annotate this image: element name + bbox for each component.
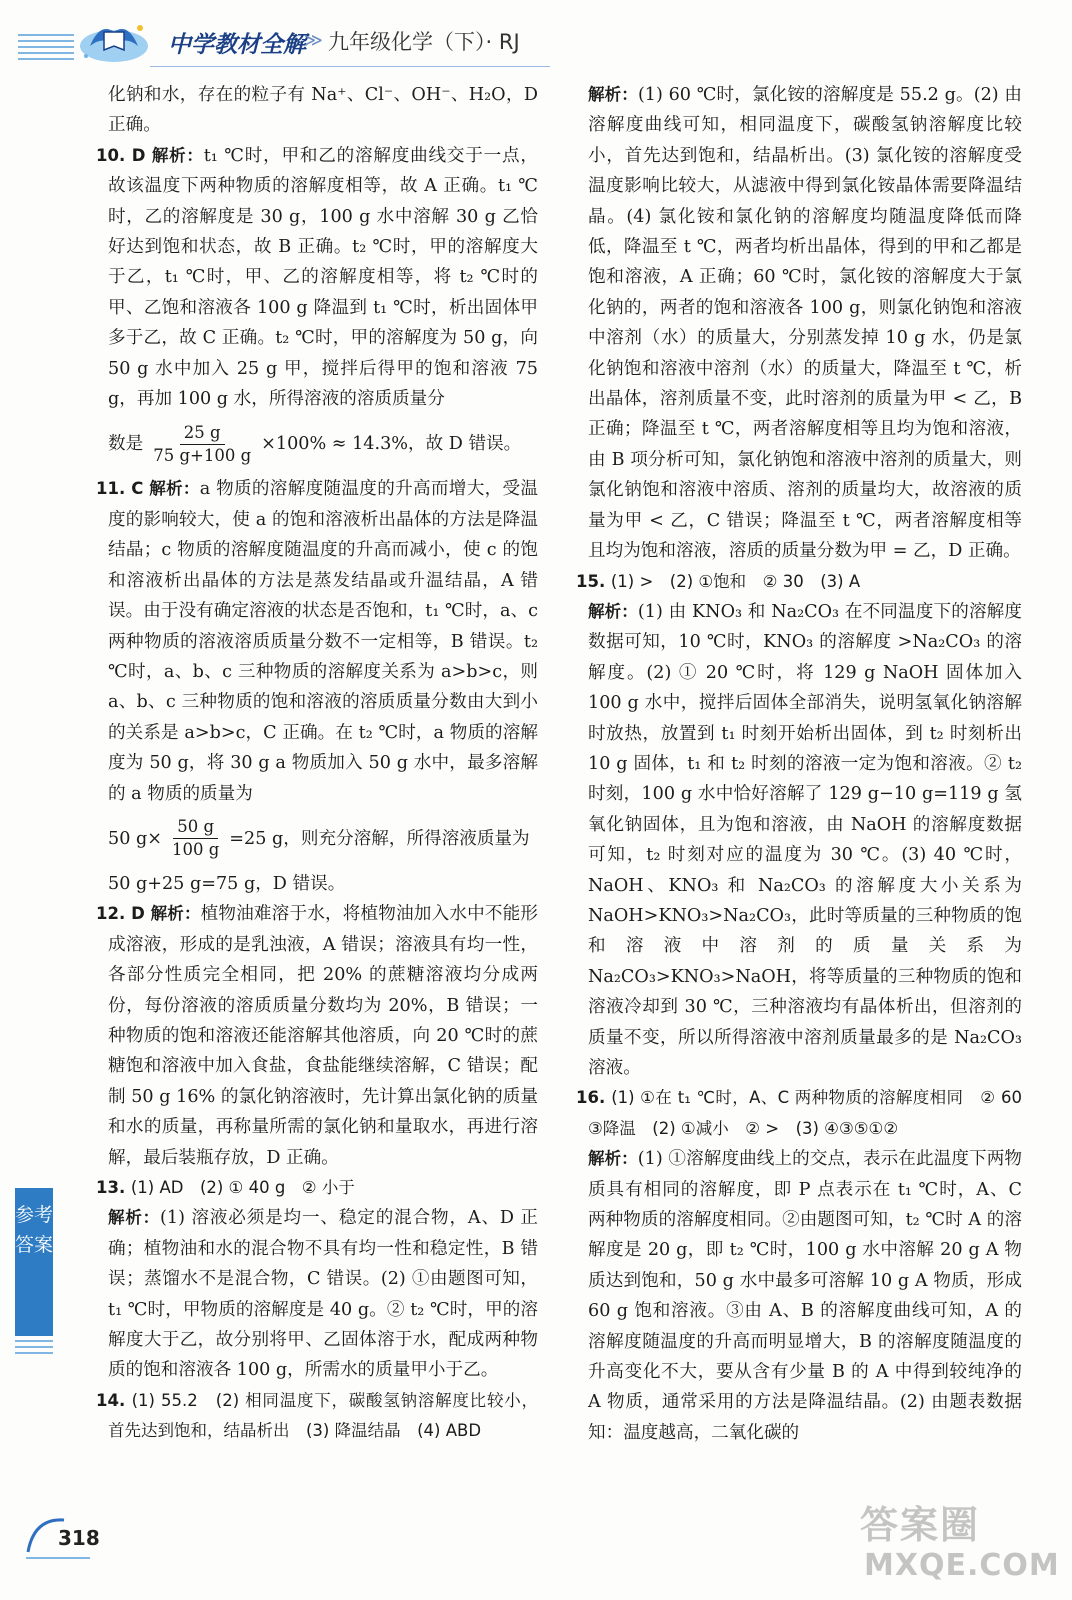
formula-10 bbox=[96, 414, 538, 474]
fraction-denominator: 100 g bbox=[171, 840, 220, 860]
watermark bbox=[852, 1494, 1062, 1594]
question-number: 16. bbox=[576, 1088, 606, 1108]
answer-12 bbox=[96, 899, 538, 1173]
answer-11 bbox=[96, 474, 538, 808]
page-number: 318 bbox=[58, 1526, 100, 1550]
question-number: 13. bbox=[96, 1178, 126, 1197]
header-stripes bbox=[18, 34, 74, 64]
analysis-text: (1) 60 ℃时，氯化铵的溶解度是 55.2 g。(2) 由溶解度曲线可知，相同温度下，碳酸氢钠溶解度比较小，首先达到饱和，结晶析出。(3) 氯化铵的溶解度受温度影响比较大，从滤液中得到氯化铵晶体需要降温结晶。(4) 氯化铵和氯化钠的溶解度均随温度降低而降低，降温至 t ℃，两者均析出晶体，得到的甲和乙都是饱和溶液，A 正确；60 ℃时，氯化铵的溶解度大于氯化钠的，两者的饱和溶液各 100 g，则氯化钠饱和溶液中溶剂（水）的质量大，分别蒸发掉 10 g 水，仍是氯化钠饱和溶液中溶剂（水）的质量大，降温至 t ℃，析出晶体，溶剂质量不变，此时溶剂的质量为甲 < 乙，B 正确；降温至 t ℃，两者溶解度相等且均为饱和溶液，由 B 项分析可知，氯化钠饱和溶液中溶剂的质量大，则氯化钠饱和溶液中溶质、溶剂的质量均大，故溶液的质量为甲 < 乙，C 错误；降温至 t ℃，两者溶解度相等且均为饱和溶液，溶质的质量分数为甲 = 乙，D 正确。 bbox=[588, 85, 1022, 562]
formula-suffix: ×100% ≈ 14.3%，故 D 错误。 bbox=[261, 434, 522, 455]
analysis-label: 解析： bbox=[150, 904, 201, 924]
fraction-denominator: 75 g+100 g bbox=[153, 445, 252, 465]
answer-key: (1) ①在 t₁ ℃时，A、C 两种物质的溶解度相同 ② 60 ③降温 (2) ①减小 ② > (3) ④③⑤①② bbox=[588, 1088, 1039, 1138]
analysis-label: 解析： bbox=[588, 85, 638, 104]
header-rule bbox=[150, 66, 550, 67]
formula-prefix: 50 g× bbox=[108, 828, 162, 849]
answer-13 bbox=[96, 1173, 538, 1203]
analysis-15 bbox=[576, 597, 1022, 1084]
side-tab-label: 参考答案 bbox=[15, 1204, 54, 1256]
question-number: 15. bbox=[576, 571, 606, 591]
question-number: 10. D bbox=[96, 145, 146, 165]
answer-key: (1) 55.2 (2) 相同温度下，碳酸氢钠溶解度比较小，首先达到饱和，结晶析出 (3) 降温结晶 (4) ABD bbox=[108, 1390, 538, 1441]
fraction bbox=[168, 816, 223, 861]
formula-11-end: 50 g+25 g=75 g，D 错误。 bbox=[108, 873, 346, 894]
analysis-label: 解析： bbox=[588, 1149, 638, 1169]
question-number: 14. bbox=[96, 1390, 126, 1410]
formula-suffix: =25 g，则充分溶解，所得溶液质量为 bbox=[229, 828, 530, 849]
analysis-text: (1) 由 KNO₃ 和 Na₂CO₃ 在不同温度下的溶解度数据可知，10 ℃时，KNO₃ 的溶解度 >Na₂CO₃ 的溶解度。(2) ① 20 ℃时，将 129 g NaOH 固体加入 100 g 水中，搅拌后固体全部消失，说明氢氧化钠溶解时放热，放置到 t₁ 时刻开始析出固体，到 t₂ 时刻析出 10 g 固体，t₁ 和 t₂ 时刻的溶液一定为饱和溶液。② t₂ 时刻，100 g 水中恰好溶解了 129 g−10 g=119 g 氢氧化钠固体，且为饱和溶液，由 NaOH 的溶解度数据可知，t₂ 时刻对应的温度为 30 ℃。(3) 40 ℃时，NaOH、KNO₃ 和 Na₂CO₃ 的溶解度大小关系为 NaOH>KNO₃>Na₂CO₃，此时等质量的三种物质的饱和溶液中溶剂的质量关系为 Na₂CO₃>KNO₃>NaOH，将等质量的三种物质的饱和溶液冷却到 30 ℃，三种溶液均有晶体析出，但溶剂的质量不变，所以所得溶液中溶剂质量最多的是 Na₂CO₃ 溶液。 bbox=[588, 601, 1023, 1078]
right-column bbox=[576, 80, 1039, 1448]
fraction-numerator: 50 g bbox=[173, 816, 218, 839]
watermark-text-bottom: MXQE.COM bbox=[864, 1548, 1060, 1583]
fraction-numerator: 25 g bbox=[180, 422, 225, 445]
analysis-text: a 物质的溶解度随温度的升高而增大，受温度的影响较大，使 a 的饱和溶液析出晶体的方法是降温结晶；c 物质的溶解度随温度的升高而减小，使 c 的饱和溶液析出晶体的方法是蒸发结晶或升温结晶，A 错误。由于没有确定溶液的状态是否饱和，t₁ ℃时，a、c 两种物质的溶液溶质质量分数不一定相等，B 错误。t₂ ℃时，a、b、c 三种物质的溶解度关系为 a>b>c，则 a、b、c 三种物质的饱和溶液的溶质质量分数由大到小的关系是 a>b>c，C 正确。在 t₂ ℃时，a 物质的溶解度为 50 g，将 30 g a 物质加入 50 g 水中，最多溶解的 a 物质的质量为 bbox=[108, 479, 538, 804]
left-column bbox=[96, 80, 538, 1447]
analysis-label: 解析： bbox=[151, 145, 204, 165]
page-header bbox=[0, 14, 1072, 74]
answer-15 bbox=[576, 567, 1022, 597]
question-number: 12. D bbox=[96, 904, 145, 924]
formula-11 bbox=[96, 809, 538, 869]
watermark-text-top: 答案圈 bbox=[860, 1503, 981, 1547]
answer-key: (1) AD (2) ① 40 g ② 小于 bbox=[130, 1178, 355, 1197]
answer-10 bbox=[96, 141, 538, 415]
title-separator-icon: ≫ bbox=[304, 30, 323, 51]
series-title: 中学教材全解 bbox=[168, 32, 306, 58]
analysis-text: t₁ ℃时，甲和乙的溶解度曲线交于一点，故该温度下两种物质的溶解度相等，故 A 正确。t₁ ℃时，乙的溶解度是 30 g，100 g 水中溶解 30 g 乙恰好达到饱和状态，故 B 正确。t₂ ℃时，甲的溶解度大于乙，t₁ ℃时，甲、乙的溶解度相等，将 t₂ ℃时的甲、乙饱和溶液各 100 g 降温到 t₁ ℃时，析出固体甲多于乙，故 C 正确。t₂ ℃时，甲的溶解度为 50 g，向 50 g 水中加入 25 g 甲，搅拌后得甲的饱和溶液 75 g，再加 100 g 水，所得溶液的溶质质量分 bbox=[108, 145, 539, 410]
analysis-13 bbox=[96, 1203, 538, 1385]
continued-paragraph: 化钠和水，存在的粒子有 Na⁺、Cl⁻、OH⁻、H₂O，D 正确。 bbox=[108, 85, 538, 136]
answer-16 bbox=[576, 1083, 1039, 1144]
analysis-label: 解析： bbox=[588, 601, 638, 621]
analysis-text: (1) ①溶解度曲线上的交点，表示在此温度下两物质具有相同的溶解度，即 P 点表示在 t₁ ℃时，A、C 两种物质的溶解度相同。②由题图可知，t₂ ℃时 A 的溶解度是 20 g，即 t₂ ℃时，100 g 水中溶解 20 g A 物质达到饱和，50 g 水中最多可溶解 10 g A 物质，形成 60 g 饱和溶液。③由 A、B 的溶解度曲线可知，A 的溶解度随温度的升高而明显增大，B 的溶解度随温度的升高变化不大，要从含有少量 B 的 A 中得到较纯净的 A 物质，通常采用的方法是降温结晶。(2) 由题表数据知：温度越高，二氧化碳的 bbox=[588, 1149, 1022, 1443]
answer-14 bbox=[96, 1386, 538, 1447]
formula-prefix: 数是 bbox=[108, 434, 144, 455]
fraction bbox=[149, 422, 255, 467]
side-tab bbox=[15, 1188, 53, 1336]
question-number: 11. C bbox=[96, 479, 144, 499]
answer-key: (1) > (2) ①饱和 ② 30 (3) A bbox=[610, 571, 861, 591]
analysis-text: (1) 溶液必须是均一、稳定的混合物，A、D 正确；植物油和水的混合物不具有均一性和稳定性，B 错误；蒸馏水不是混合物，C 错误。(2) ①由题图可知，t₁ ℃时，甲物质的溶解度是 40 g。② t₂ ℃时，甲的溶解度大于乙，故分别将甲、乙固体溶于水，配成两种物质的饱和溶液各 100 g，所需水的质量甲小于乙。 bbox=[108, 1208, 539, 1381]
analysis-label: 解析： bbox=[149, 479, 200, 499]
analysis-14 bbox=[576, 80, 1022, 567]
analysis-label: 解析： bbox=[108, 1208, 161, 1228]
book-title: 九年级化学（下）· RJ bbox=[328, 30, 520, 54]
book-logo-icon bbox=[78, 16, 150, 66]
side-tab-stripes bbox=[15, 1340, 53, 1358]
analysis-text: 植物油难溶于水，将植物油加入水中不能形成溶液，形成的是乳浊液，A 错误；溶液具有均一性，各部分性质完全相同，把 20% 的蔗糖溶液均分成两份，每份溶液的溶质质量分数均为 20%，B 错误；一种物质的饱和溶液还能溶解其他溶质，向 20 ℃时的蔗糖饱和溶液中加入食盐，食盐能继续溶解，C 错误；配制 50 g 16% 的氯化钠溶液时，先计算出氯化钠的质量和水的质量，再称量所需的氯化钠和量取水，再进行溶解，最后装瓶存放，D 正确。 bbox=[108, 904, 538, 1168]
analysis-16 bbox=[576, 1144, 1022, 1448]
